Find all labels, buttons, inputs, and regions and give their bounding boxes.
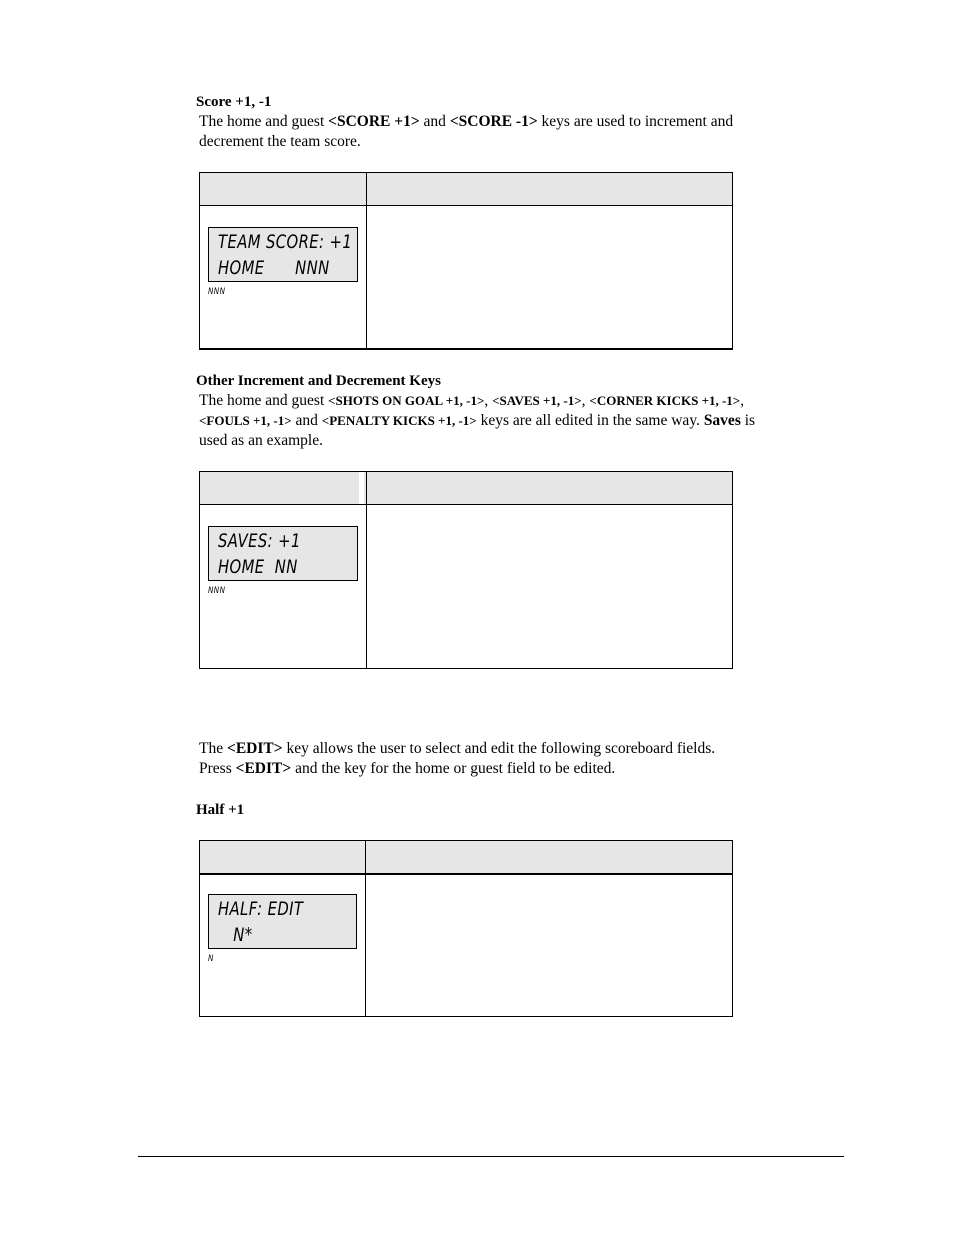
column-divider <box>365 841 366 1016</box>
saves-word: Saves <box>703 412 741 429</box>
saves-key: <SAVES +1, -1> <box>492 393 582 408</box>
penalty-kicks-key: <PENALTY KICKS +1, -1> <box>321 413 477 428</box>
edit-key: <EDIT> <box>235 760 292 777</box>
lcd-line-2: N* <box>218 924 253 946</box>
lcd-line-1: HALF: EDIT <box>218 898 304 920</box>
other-keys-heading: Other Increment and Decrement Keys <box>196 373 441 389</box>
lcd-value-note: NNN <box>208 586 226 596</box>
shots-key: <SHOTS ON GOAL +1, -1> <box>328 393 485 408</box>
edit-description: The <EDIT> key allows the user to select and edit the following scoreboard fields. Press <EDIT> and the key for the home or guest field to be edited. <box>199 740 716 777</box>
half-heading: Half +1 <box>196 802 245 818</box>
corner-kicks-key: <CORNER KICKS +1, -1> <box>589 393 741 408</box>
column-divider <box>366 173 367 348</box>
score-description: The home and guest <SCORE +1> and <SCORE -1> keys are used to increment and decrement the team score. <box>199 113 734 150</box>
lcd-line-2: HOME NN <box>218 556 298 578</box>
lcd-line-1: TEAM SCORE: +1 <box>218 231 353 253</box>
table-header <box>200 841 732 875</box>
lcd-display <box>208 526 358 581</box>
score-table <box>199 172 733 350</box>
lcd-display <box>208 894 357 949</box>
lcd-line-2: HOME NNN <box>218 257 330 279</box>
score-heading: Score +1, -1 <box>196 94 272 110</box>
score-plus-key: <SCORE +1> <box>328 113 420 130</box>
other-keys-description: The home and guest <SHOTS ON GOAL +1, -1>, <SAVES +1, -1>, <CORNER KICKS +1, -1>, <FOULS +1, -1> and <PENALTY KICKS +1, -1> keys are all edited in the same way. Saves is used as an example. <box>199 392 756 449</box>
column-divider <box>366 472 367 668</box>
edit-key: <EDIT> <box>226 740 283 757</box>
table-header <box>200 472 732 505</box>
lcd-display <box>208 227 358 282</box>
lcd-value-note: NNN <box>208 287 226 297</box>
lcd-value-note: N <box>208 954 214 964</box>
saves-table <box>199 471 733 669</box>
half-table <box>199 840 733 1017</box>
footer-rule <box>138 1156 844 1157</box>
table-header <box>200 173 732 206</box>
lcd-line-1: SAVES: +1 <box>218 530 301 552</box>
fouls-key: <FOULS +1, -1> <box>199 413 292 428</box>
header-gap <box>359 472 364 504</box>
score-minus-key: <SCORE -1> <box>449 113 538 130</box>
